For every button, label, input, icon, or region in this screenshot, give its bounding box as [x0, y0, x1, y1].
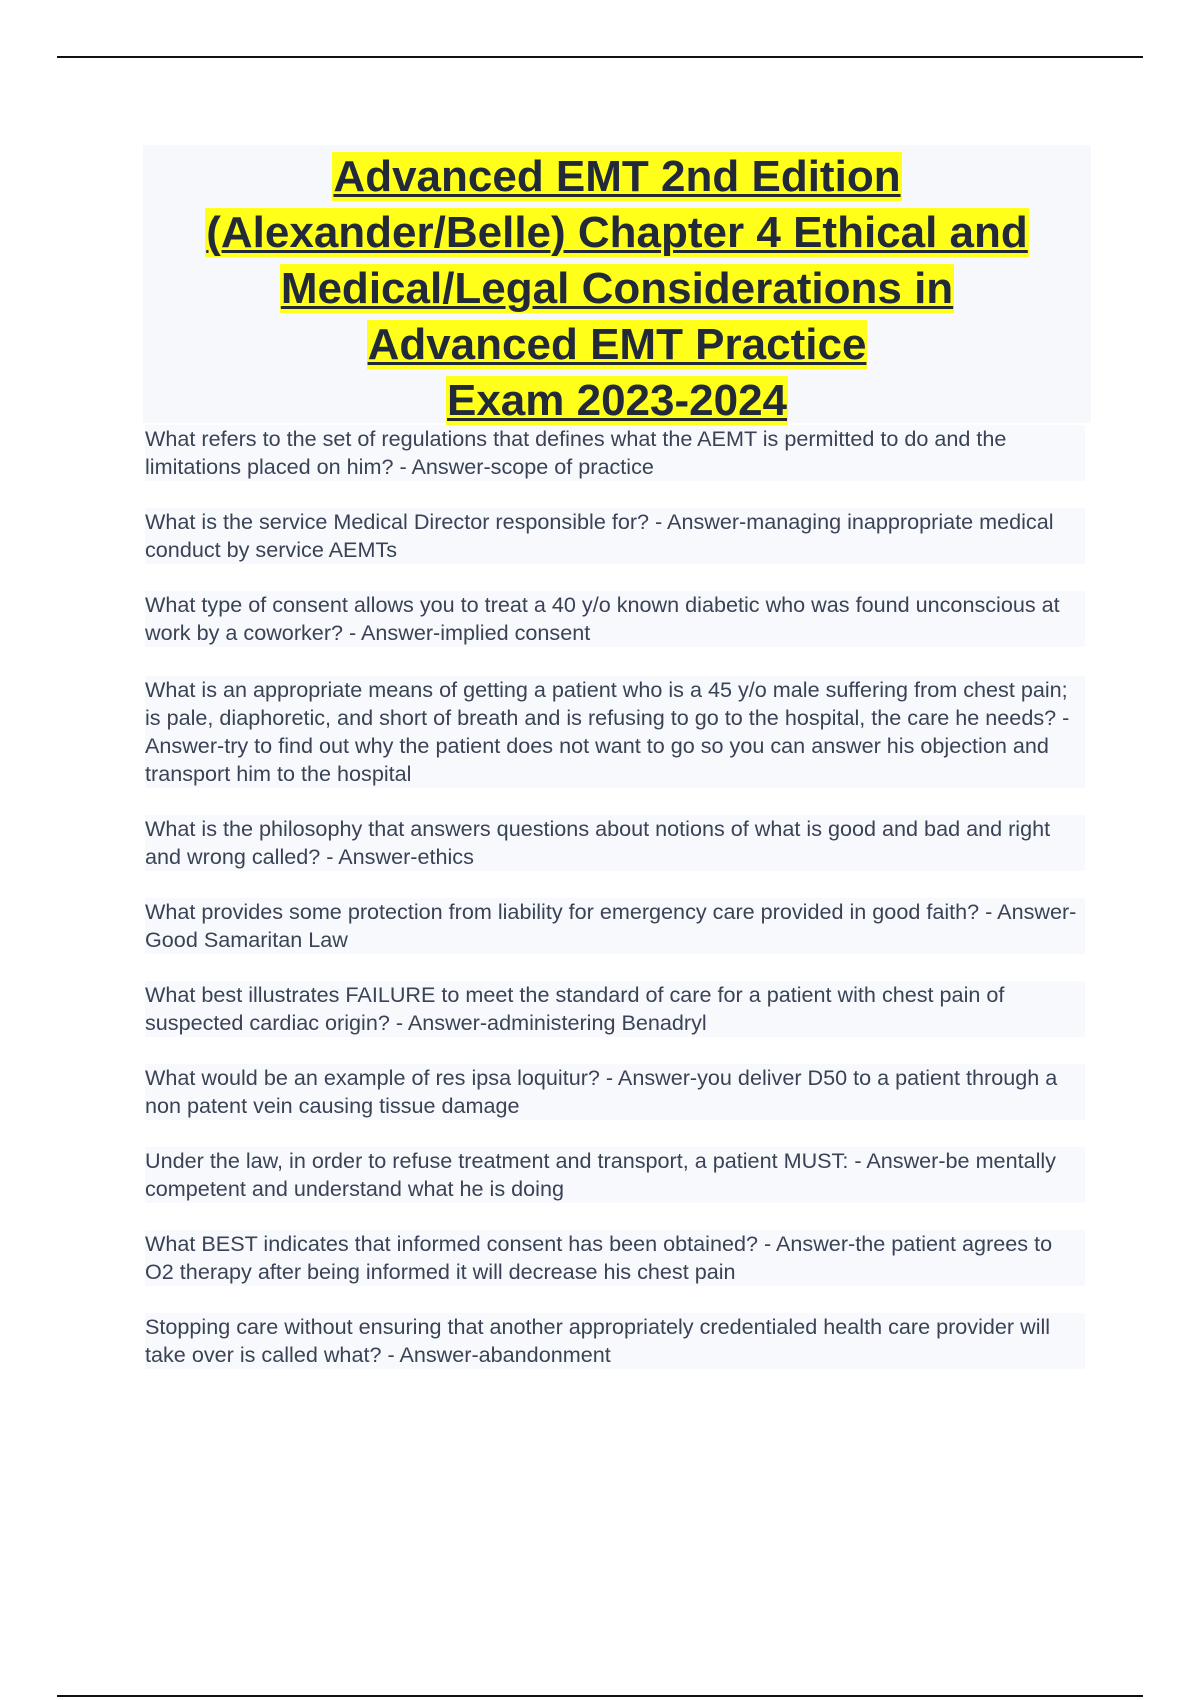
title-line-5: Exam 2023-2024: [446, 376, 788, 425]
qa-item-6: What provides some protection from liability for emergency care provided in good faith? - Answer-Good Samaritan Law: [145, 898, 1085, 954]
qa-item-10: What BEST indicates that informed consent has been obtained? - Answer-the patient agrees to O2 therapy after being informed it will decrease his chest pain: [145, 1230, 1085, 1286]
qa-item-11: Stopping care without ensuring that another appropriately credentialed health care provider will take over is called what? - Answer-abandonment: [145, 1313, 1085, 1369]
qa-item-4: What is an appropriate means of getting a patient who is a 45 y/o male suffering from chest pain; is pale, diaphoretic, and short of breath and is refusing to go to the hospital, the care he needs? - Answer-try to find out why the patient does not want to go so you can answer his objection and transport him to the hospital: [145, 676, 1085, 788]
title-line-4: Advanced EMT Practice: [367, 320, 867, 369]
document-title: [143, 145, 1091, 429]
qa-item-2: What is the service Medical Director responsible for? - Answer-managing inappropriate medical conduct by service AEMTs: [145, 508, 1085, 564]
qa-item-3: What type of consent allows you to treat a 40 y/o known diabetic who was found unconscious at work by a coworker? - Answer-implied consent: [145, 591, 1085, 647]
top-rule: [57, 56, 1143, 58]
qa-list: [145, 425, 1085, 1396]
title-line-1: Advanced EMT 2nd Edition: [333, 152, 901, 201]
title-line-3: Medical/Legal Considerations in: [280, 264, 954, 313]
qa-item-5: What is the philosophy that answers questions about notions of what is good and bad and right and wrong called? - Answer-ethics: [145, 815, 1085, 871]
bottom-rule: [57, 1695, 1143, 1697]
title-line-2: (Alexander/Belle) Chapter 4 Ethical and: [206, 208, 1028, 257]
title-block: [143, 145, 1091, 423]
qa-item-9: Under the law, in order to refuse treatment and transport, a patient MUST: - Answer-be mentally competent and understand what he is doing: [145, 1147, 1085, 1203]
qa-item-8: What would be an example of res ipsa loquitur? - Answer-you deliver D50 to a patient through a non patent vein causing tissue damage: [145, 1064, 1085, 1120]
qa-item-1: What refers to the set of regulations that defines what the AEMT is permitted to do and the limitations placed on him? - Answer-scope of practice: [145, 425, 1085, 481]
qa-item-7: What best illustrates FAILURE to meet the standard of care for a patient with chest pain of suspected cardiac origin? - Answer-administering Benadryl: [145, 981, 1085, 1037]
